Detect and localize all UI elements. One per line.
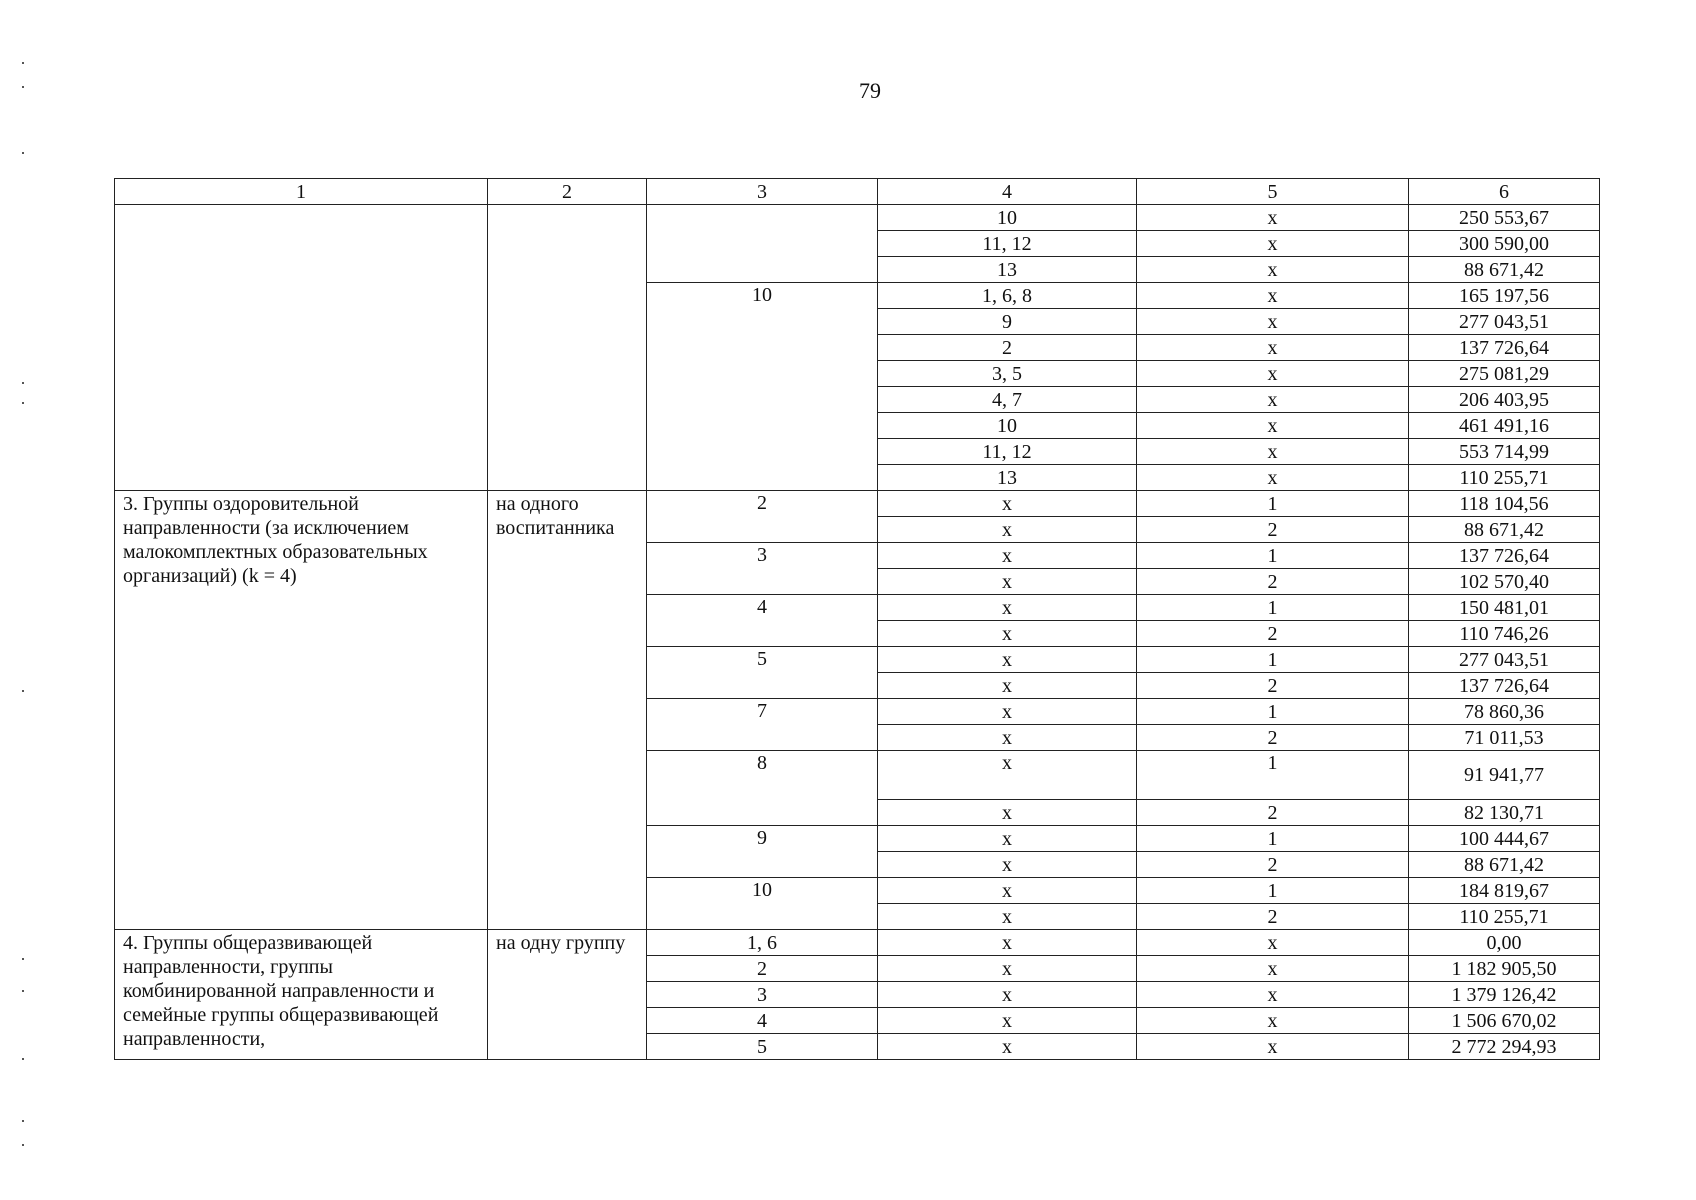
cell-c4: 13	[878, 465, 1137, 491]
cell-c5: x	[1137, 257, 1409, 283]
cell-c4: x	[878, 569, 1137, 595]
scan-mark	[22, 990, 24, 992]
header-col-1: 1	[115, 179, 488, 205]
cell-c5: x	[1137, 283, 1409, 309]
tariff-table	[114, 178, 1600, 1060]
cell-c6: 110 255,71	[1409, 465, 1600, 491]
prev-section-col1	[115, 205, 488, 491]
cell-c6: 88 671,42	[1409, 257, 1600, 283]
cell-c4: 9	[878, 309, 1137, 335]
cell-c4: 2	[878, 335, 1137, 361]
cell-c4: x	[878, 1034, 1137, 1060]
cell-c4: 10	[878, 205, 1137, 231]
scan-mark	[22, 62, 24, 64]
cell-c4: x	[878, 878, 1137, 904]
cell-c5: x	[1137, 982, 1409, 1008]
cell-c4: 3, 5	[878, 361, 1137, 387]
table-row	[115, 205, 1600, 231]
cell-c5: 2	[1137, 569, 1409, 595]
cell-c4: 4, 7	[878, 387, 1137, 413]
prev-group-col3	[647, 205, 878, 283]
header-col-5: 5	[1137, 179, 1409, 205]
cell-c6: 2 772 294,93	[1409, 1034, 1600, 1060]
scan-mark	[22, 690, 24, 692]
cell-c6: 1 182 905,50	[1409, 956, 1600, 982]
cell-c6: 102 570,40	[1409, 569, 1600, 595]
cell-c3: 4	[647, 1008, 878, 1034]
cell-c6: 165 197,56	[1409, 283, 1600, 309]
cell-c5: 2	[1137, 621, 1409, 647]
cell-c3: 1, 6	[647, 930, 878, 956]
cell-c5: 1	[1137, 543, 1409, 569]
scan-mark	[22, 1120, 24, 1122]
scan-mark	[22, 152, 24, 154]
group-c3: 9	[647, 826, 878, 878]
cell-c5: 1	[1137, 595, 1409, 621]
cell-c5: 1	[1137, 751, 1409, 800]
cell-c5: x	[1137, 439, 1409, 465]
cell-c4: 11, 12	[878, 231, 1137, 257]
table-header-row	[115, 179, 1600, 205]
scan-mark	[22, 402, 24, 404]
cell-c5: x	[1137, 335, 1409, 361]
cell-c6: 137 726,64	[1409, 543, 1600, 569]
group-c3: 7	[647, 699, 878, 751]
cell-c5: x	[1137, 465, 1409, 491]
cell-c6: 553 714,99	[1409, 439, 1600, 465]
cell-c4: x	[878, 800, 1137, 826]
header-col-2: 2	[488, 179, 647, 205]
cell-c4: 1, 6, 8	[878, 283, 1137, 309]
cell-c5: 2	[1137, 852, 1409, 878]
cell-c4: x	[878, 1008, 1137, 1034]
scan-mark	[22, 958, 24, 960]
group-c3: 2	[647, 491, 878, 543]
cell-c5: x	[1137, 361, 1409, 387]
cell-c4: x	[878, 751, 1137, 800]
cell-c5: x	[1137, 309, 1409, 335]
cell-c5: x	[1137, 387, 1409, 413]
cell-c4: x	[878, 982, 1137, 1008]
cell-c6: 275 081,29	[1409, 361, 1600, 387]
cell-c6: 118 104,56	[1409, 491, 1600, 517]
cell-c4: x	[878, 517, 1137, 543]
page-number: 79	[859, 78, 881, 103]
cell-c5: x	[1137, 1008, 1409, 1034]
cell-c6: 82 130,71	[1409, 800, 1600, 826]
cell-c6: 110 746,26	[1409, 621, 1600, 647]
cell-c6: 88 671,42	[1409, 852, 1600, 878]
section4-unit: на одну группу	[488, 930, 647, 1060]
cell-c6: 250 553,67	[1409, 205, 1600, 231]
group-c3: 10	[647, 878, 878, 930]
cell-c3: 5	[647, 1034, 878, 1060]
cell-c6: 277 043,51	[1409, 647, 1600, 673]
group-c3: 5	[647, 647, 878, 699]
cell-c6: 206 403,95	[1409, 387, 1600, 413]
cell-c4: x	[878, 930, 1137, 956]
cell-c6: 137 726,64	[1409, 335, 1600, 361]
cell-c6: 88 671,42	[1409, 517, 1600, 543]
prev-section-col2	[488, 205, 647, 491]
table-row	[115, 491, 1600, 517]
cell-c4: x	[878, 647, 1137, 673]
group-c3: 4	[647, 595, 878, 647]
cell-c5: 1	[1137, 878, 1409, 904]
table-row	[115, 930, 1600, 956]
cell-c5: 2	[1137, 800, 1409, 826]
cell-c4: x	[878, 699, 1137, 725]
scan-mark	[22, 382, 24, 384]
cell-c6: 0,00	[1409, 930, 1600, 956]
cell-c5: 1	[1137, 826, 1409, 852]
scan-mark	[22, 1058, 24, 1060]
cell-c6: 71 011,53	[1409, 725, 1600, 751]
cell-c6: 78 860,36	[1409, 699, 1600, 725]
cell-c4: x	[878, 826, 1137, 852]
group-c3: 10	[647, 283, 878, 491]
header-col-6: 6	[1409, 179, 1600, 205]
cell-c5: x	[1137, 205, 1409, 231]
cell-c6: 137 726,64	[1409, 673, 1600, 699]
cell-c4: x	[878, 852, 1137, 878]
group-c3: 3	[647, 543, 878, 595]
cell-c3: 2	[647, 956, 878, 982]
cell-c6: 277 043,51	[1409, 309, 1600, 335]
cell-c4: x	[878, 491, 1137, 517]
cell-c6: 100 444,67	[1409, 826, 1600, 852]
cell-c5: x	[1137, 413, 1409, 439]
cell-c3: 3	[647, 982, 878, 1008]
cell-c4: 11, 12	[878, 439, 1137, 465]
cell-c4: x	[878, 595, 1137, 621]
group-c3: 8	[647, 751, 878, 826]
cell-c4: x	[878, 543, 1137, 569]
cell-c5: 2	[1137, 673, 1409, 699]
section3-title: 3. Группы оздоровительной направленности (за исключением малокомплектных образовательных организаций) (k = 4)	[115, 491, 488, 930]
cell-c4: 10	[878, 413, 1137, 439]
cell-c4: x	[878, 621, 1137, 647]
header-col-4: 4	[878, 179, 1137, 205]
cell-c4: x	[878, 673, 1137, 699]
cell-c6: 91 941,77	[1409, 751, 1600, 800]
cell-c5: 1	[1137, 699, 1409, 725]
scan-mark	[22, 86, 24, 88]
cell-c5: x	[1137, 231, 1409, 257]
cell-c6: 1 379 126,42	[1409, 982, 1600, 1008]
cell-c6: 184 819,67	[1409, 878, 1600, 904]
cell-c5: x	[1137, 930, 1409, 956]
cell-c5: x	[1137, 956, 1409, 982]
cell-c4: x	[878, 956, 1137, 982]
cell-c4: 13	[878, 257, 1137, 283]
cell-c5: 2	[1137, 904, 1409, 930]
cell-c6: 110 255,71	[1409, 904, 1600, 930]
cell-c4: x	[878, 904, 1137, 930]
cell-c4: x	[878, 725, 1137, 751]
cell-c5: 1	[1137, 491, 1409, 517]
cell-c5: 1	[1137, 647, 1409, 673]
cell-c6: 150 481,01	[1409, 595, 1600, 621]
cell-c6: 300 590,00	[1409, 231, 1600, 257]
scan-mark	[22, 1144, 24, 1146]
cell-c6: 461 491,16	[1409, 413, 1600, 439]
cell-c5: 2	[1137, 517, 1409, 543]
cell-c6: 1 506 670,02	[1409, 1008, 1600, 1034]
cell-c5: x	[1137, 1034, 1409, 1060]
header-col-3: 3	[647, 179, 878, 205]
section4-title: 4. Группы общеразвивающей направленности, группы комбинированной направленности и семейные группы общеразвивающей направленности,	[115, 930, 488, 1060]
section3-unit: на одного воспитанника	[488, 491, 647, 930]
cell-c5: 2	[1137, 725, 1409, 751]
